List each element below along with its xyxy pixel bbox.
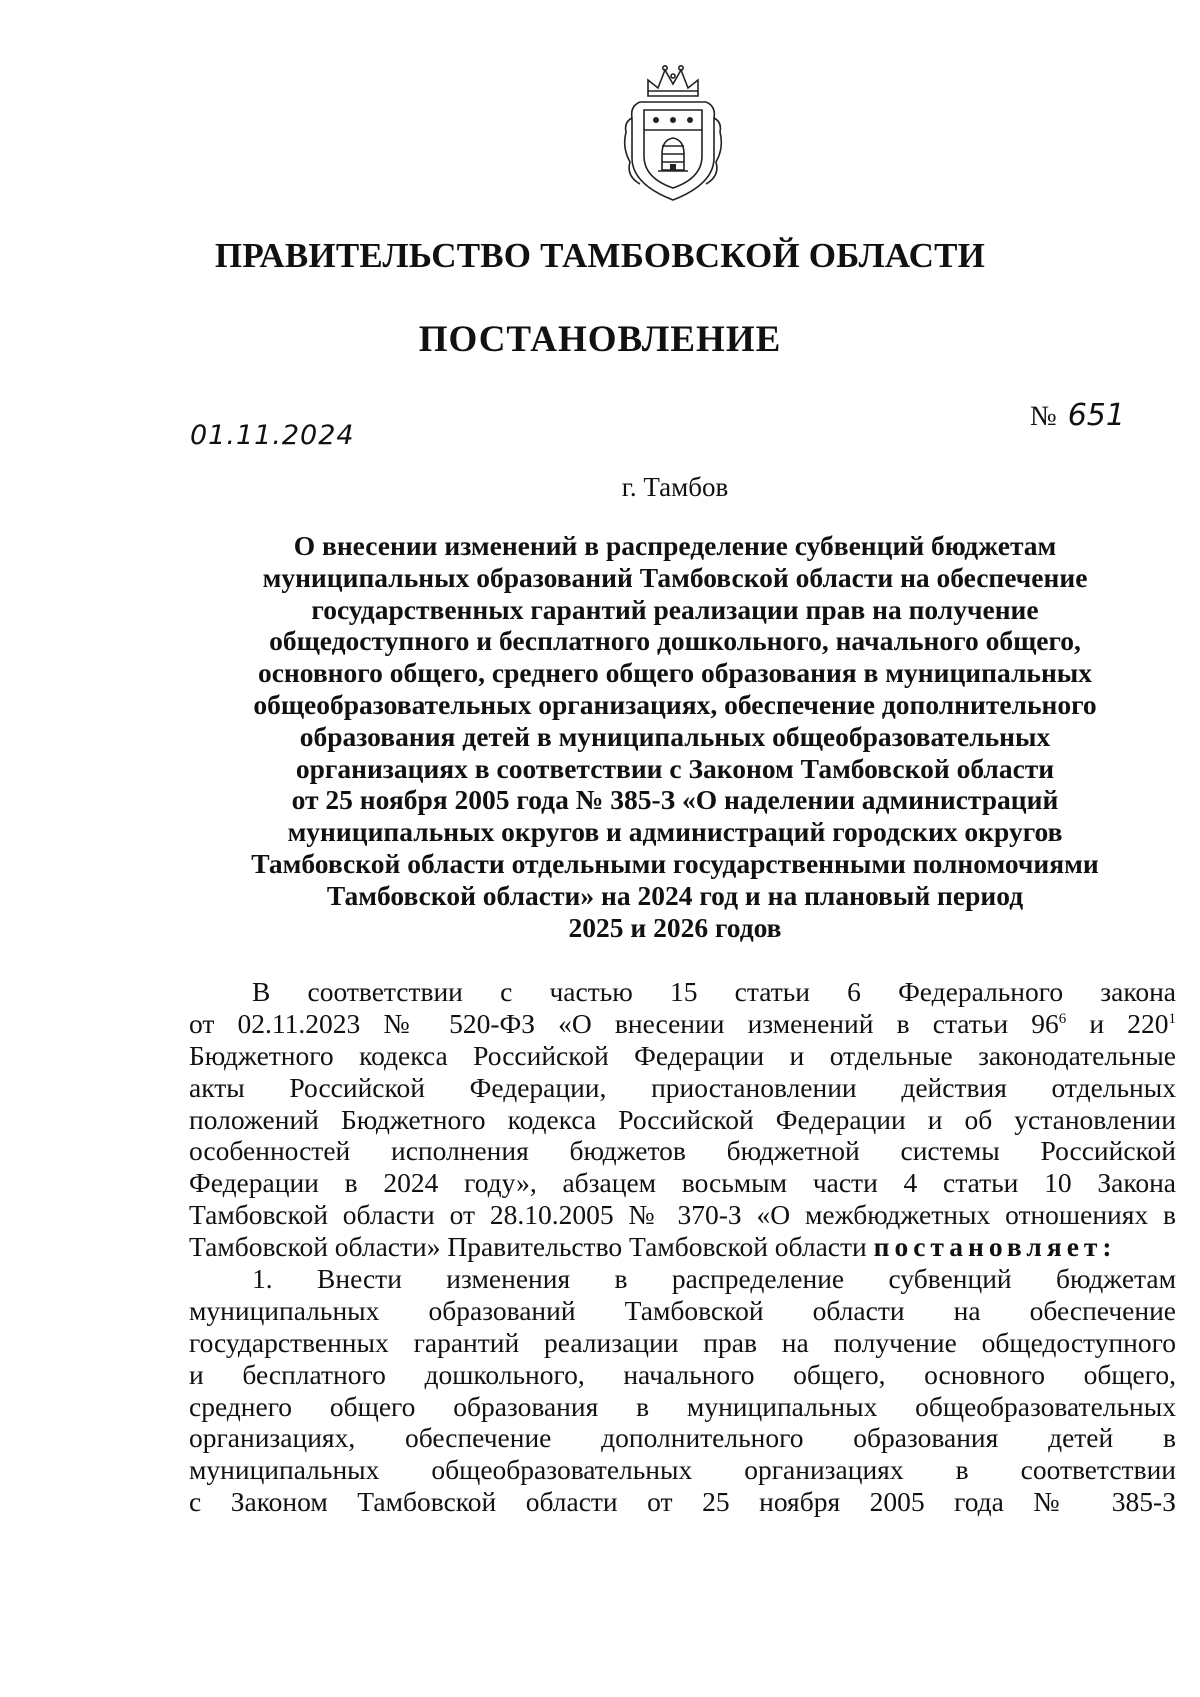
body-line: Тамбовской области от 28.10.2005 № 370-З «О межбюджетных отношениях в [189,1199,1176,1231]
body-line: акты Российской Федерации, приостановлении действия отдельных [189,1071,1176,1103]
body-line: с Законом Тамбовской области от 25 ноября 2005 года № 385-З [189,1486,1176,1518]
title-line: общедоступного и бесплатного дошкольного, начального общего, [269,625,1081,657]
handwritten-number: 651 [1067,398,1125,433]
title-line: основного общего, среднего общего образования в муниципальных [257,657,1093,689]
title-line: муниципальных округов и администраций городских округов [287,816,1063,848]
organization-title: ПРАВИТЕЛЬСТВО ТАМБОВСКОЙ ОБЛАСТИ [214,236,986,275]
document-body [189,976,1176,1518]
number-label: № [1030,401,1057,432]
document-title [190,530,1160,943]
title-line: от 25 ноября 2005 года № 385-З «О наделении администраций [291,784,1059,816]
body-line: особенностей исполнения бюджетов бюджетной системы Российской [189,1135,1176,1167]
body-line: Бюджетного кодекса Российской Федерации и отдельные законодательные [189,1039,1176,1071]
city: г. Тамбов [621,472,729,502]
title-line: О внесении изменений в распределение субвенций бюджетам [293,530,1057,561]
body-line: Федерации в 2024 году», абзацем восьмым части 4 статьи 10 Закона [189,1167,1176,1199]
document-number [1030,398,1125,433]
title-line: общеобразовательных организациях, обеспечение дополнительного [253,688,1097,720]
body-line: среднего общего образования в муниципальных общеобразовательных [189,1390,1176,1422]
body-line: и бесплатного дошкольного, начального общего, основного общего, [189,1358,1176,1390]
title-line: организациях в соответствии с Законом Тамбовской области [295,752,1055,784]
body-line: Тамбовской области» Правительство Тамбовской области постановляет: [189,1231,1117,1263]
body-line: муниципальных общеобразовательных организациях в соответствии [189,1454,1176,1486]
title-line: Тамбовской области» на 2024 год и на плановый период [326,879,1024,911]
decision-word: постановляет: [873,1231,1117,1263]
document-type: ПОСТАНОВЛЕНИЕ [418,319,782,360]
body-line: В соответствии с частью 15 статьи 6 Федерального закона [252,976,1176,1007]
body-line: государственных гарантий реализации прав на получение общедоступного [189,1326,1176,1358]
title-line: Тамбовской области отдельными государственными полномочиями [251,847,1099,879]
body-line: от 02.11.2023 № 520-ФЗ «О внесении изменений в статьи $96^6$ и $220^1$ [189,1007,1176,1039]
body-line: 1. Внести изменения в распределение субвенций бюджетам [252,1263,1176,1295]
body-line: организациях, обеспечение дополнительного образования детей в [189,1422,1176,1454]
title-line: муниципальных образований Тамбовской области на обеспечение [262,561,1088,593]
tambov-coat-of-arms-icon [618,58,728,208]
handwritten-date: 01.11.2024 [190,420,355,451]
body-line: положений Бюджетного кодекса Российской Федерации и об установлении [189,1103,1176,1135]
title-line: 2025 и 2026 годов [568,911,782,943]
title-line: государственных гарантий реализации прав на получение [311,593,1039,625]
body-line: муниципальных образований Тамбовской области на обеспечение [189,1294,1176,1326]
title-line: образования детей в муниципальных общеобразовательных [299,720,1051,752]
